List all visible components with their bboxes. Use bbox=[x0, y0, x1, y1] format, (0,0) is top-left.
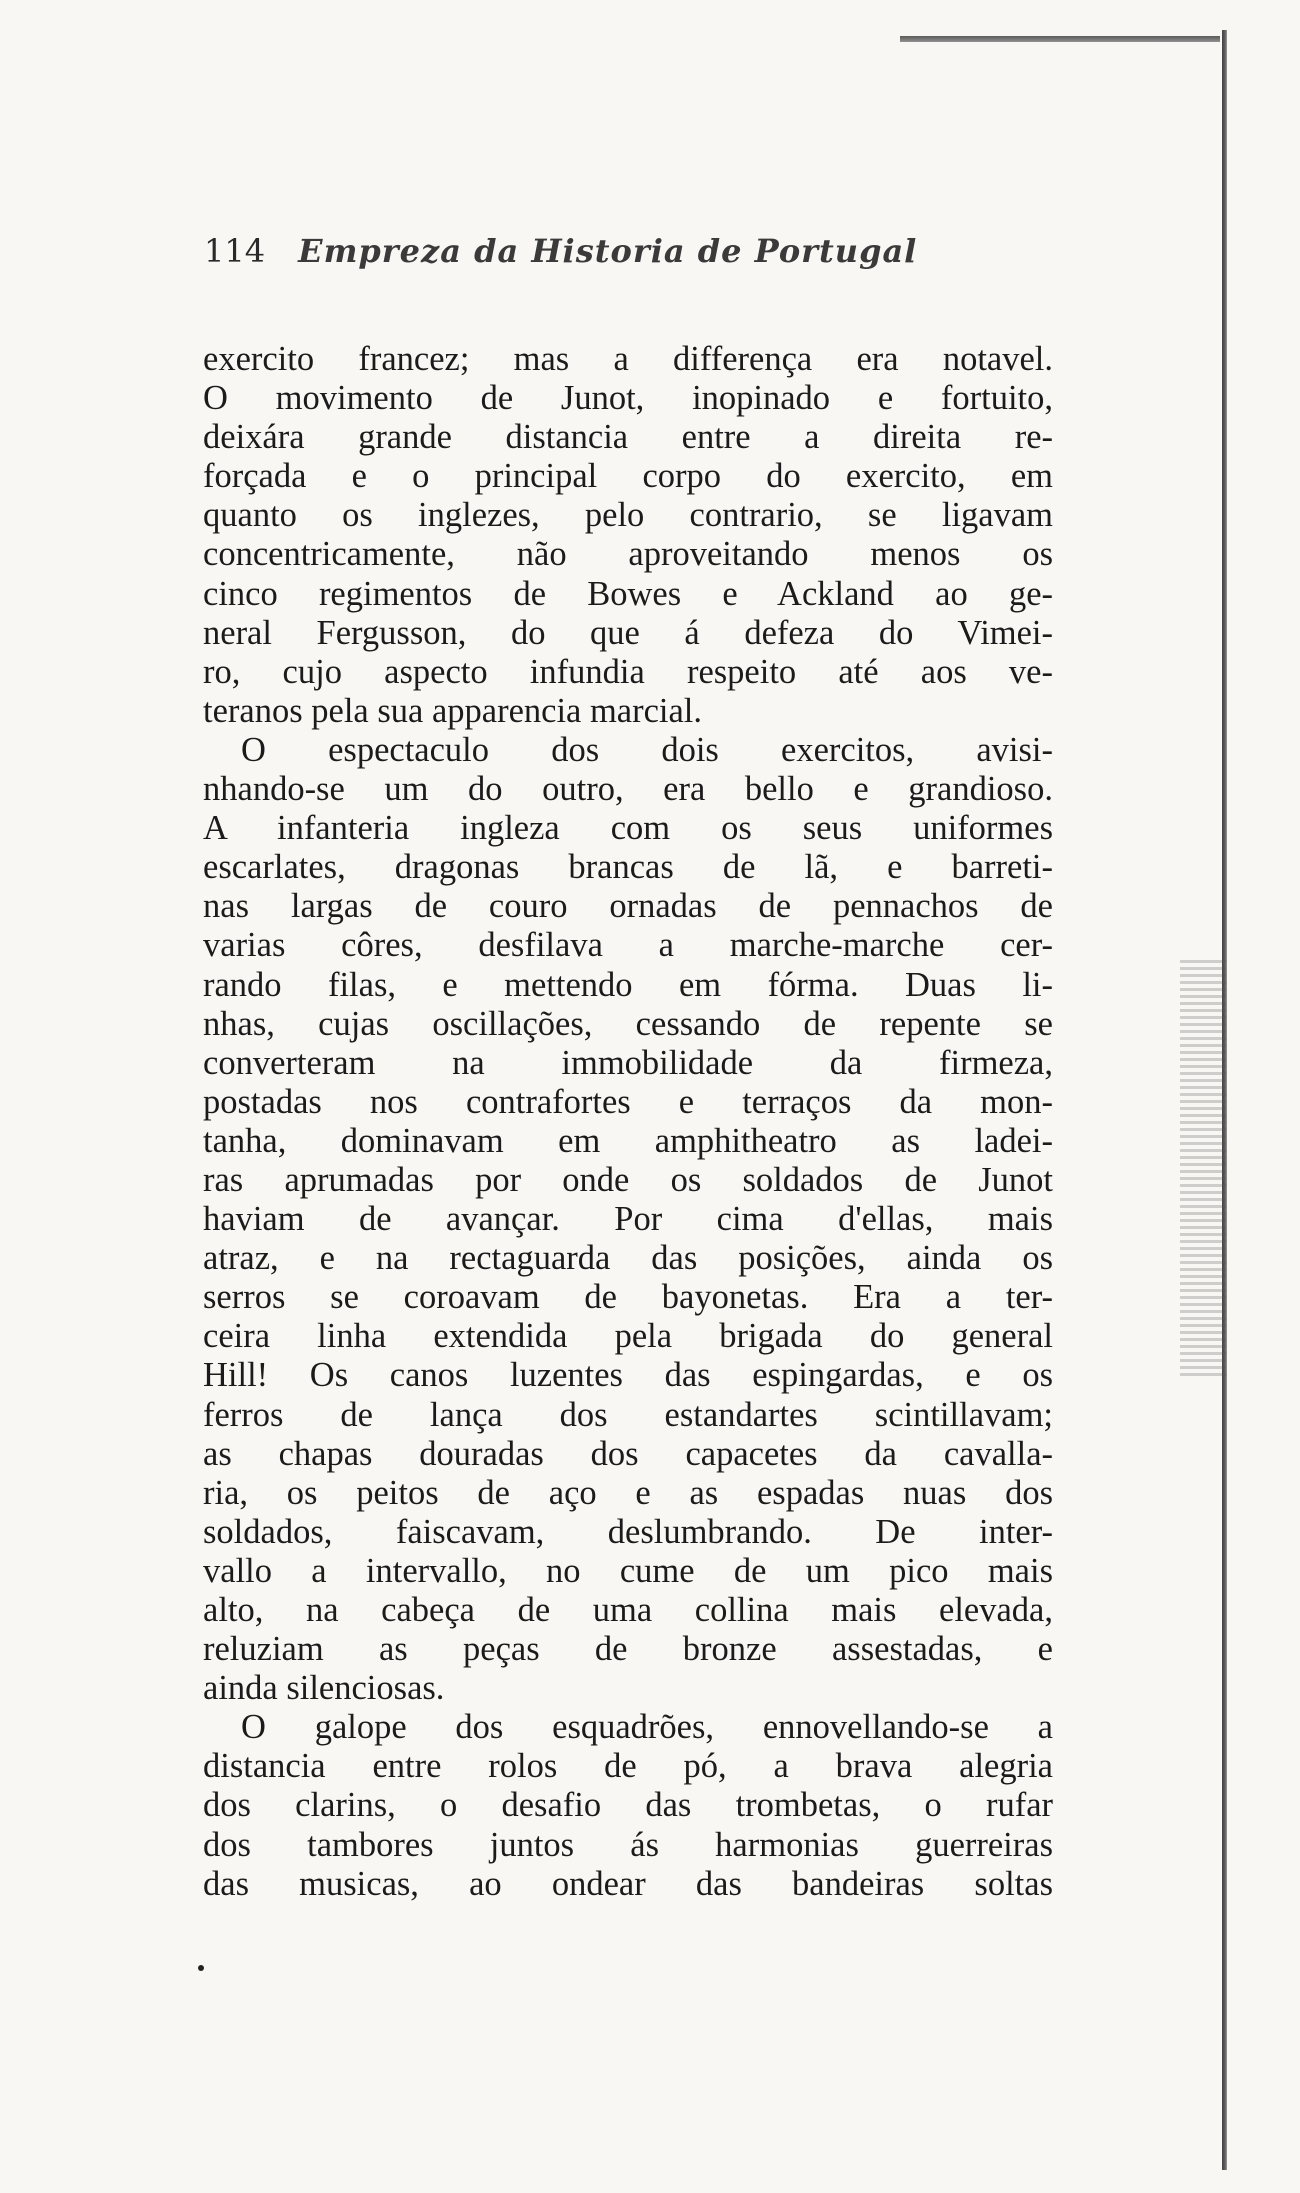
text-line: Hill! Os canos luzentes das espingardas, e os bbox=[203, 1356, 1053, 1395]
text-line: O movimento de Junot, inopinado e fortuito, bbox=[203, 379, 1053, 418]
body-text bbox=[203, 340, 1053, 1904]
text-line: nhando-se um do outro, era bello e grandioso. bbox=[203, 770, 1053, 809]
text-line: dos clarins, o desafio das trombetas, o rufar bbox=[203, 1786, 1053, 1825]
text-line: ria, os peitos de aço e as espadas nuas dos bbox=[203, 1473, 1053, 1512]
text-line: exercito francez; mas a differença era notavel. bbox=[203, 340, 1053, 378]
text-line: reluziam as peças de bronze assestadas, e bbox=[203, 1630, 1053, 1669]
text-line: serros se coroavam de bayonetas. Era a ter- bbox=[203, 1278, 1053, 1317]
text-line: ceira linha extendida pela brigada do general bbox=[203, 1317, 1053, 1356]
text-line: as chapas douradas dos capacetes da cavalla- bbox=[203, 1434, 1053, 1473]
text-line: vallo a intervallo, no cume de um pico mais bbox=[203, 1551, 1053, 1590]
running-header bbox=[204, 232, 1104, 282]
text-line: ferros de lança dos estandartes scintillavam; bbox=[203, 1395, 1053, 1434]
text-line: cinco regimentos de Bowes e Ackland ao ge- bbox=[203, 574, 1053, 613]
text-line: haviam de avançar. Por cima d'ellas, mais bbox=[203, 1200, 1053, 1239]
text-line: escarlates, dragonas brancas de lã, e barreti- bbox=[203, 848, 1053, 887]
text-line: O galope dos esquadrões, ennovellando-se a bbox=[241, 1708, 1053, 1747]
text-line: concentricamente, não aproveitando menos os bbox=[203, 535, 1053, 574]
scan-edge-top bbox=[900, 36, 1220, 42]
text-line: dos tambores juntos ás harmonias guerreiras bbox=[203, 1825, 1053, 1864]
text-line: deixára grande distancia entre a direita re- bbox=[203, 418, 1053, 457]
text-line: ainda silenciosas. bbox=[203, 1669, 445, 1708]
text-line: teranos pela sua apparencia marcial. bbox=[203, 691, 703, 730]
page-number: 114 bbox=[204, 232, 266, 270]
text-line: soldados, faiscavam, deslumbrando. De inter- bbox=[203, 1512, 1053, 1551]
text-line: O espectaculo dos dois exercitos, avisi- bbox=[241, 730, 1053, 769]
text-line: alto, na cabeça de uma collina mais elevada, bbox=[203, 1591, 1053, 1629]
text-line: ras aprumadas por onde os soldados de Junot bbox=[203, 1160, 1053, 1199]
running-title: Empreza da Historia de Portugal bbox=[298, 232, 918, 270]
scan-edge-smudge bbox=[1180, 960, 1226, 1380]
text-line: atraz, e na rectaguarda das posições, ainda os bbox=[203, 1239, 1053, 1278]
text-line: rando filas, e mettendo em fórma. Duas li- bbox=[203, 965, 1053, 1004]
text-line: converteram na immobilidade da firmeza, bbox=[203, 1043, 1053, 1082]
text-line: neral Fergusson, do que á defeza do Vimei- bbox=[203, 613, 1053, 652]
text-line: forçada e o principal corpo do exercito, em bbox=[203, 457, 1053, 496]
text-line: distancia entre rolos de pó, a brava alegria bbox=[203, 1747, 1053, 1786]
text-line: nhas, cujas oscillações, cessando de repente se bbox=[203, 1004, 1053, 1043]
text-line: tanha, dominavam em amphitheatro as ladei- bbox=[203, 1121, 1053, 1160]
text-line: ro, cujo aspecto infundia respeito até aos ve- bbox=[203, 652, 1053, 691]
text-line: A infanteria ingleza com os seus uniformes bbox=[203, 809, 1053, 848]
text-line: nas largas de couro ornadas de pennachos de bbox=[203, 887, 1053, 926]
text-line: varias côres, desfilava a marche-marche cer- bbox=[203, 926, 1053, 965]
text-line: quanto os inglezes, pelo contrario, se ligavam bbox=[203, 496, 1053, 535]
text-line: postadas nos contrafortes e terraços da mon- bbox=[203, 1082, 1053, 1121]
text-line: das musicas, ao ondear das bandeiras soltas bbox=[203, 1864, 1053, 1903]
ink-speck bbox=[198, 1965, 204, 1971]
